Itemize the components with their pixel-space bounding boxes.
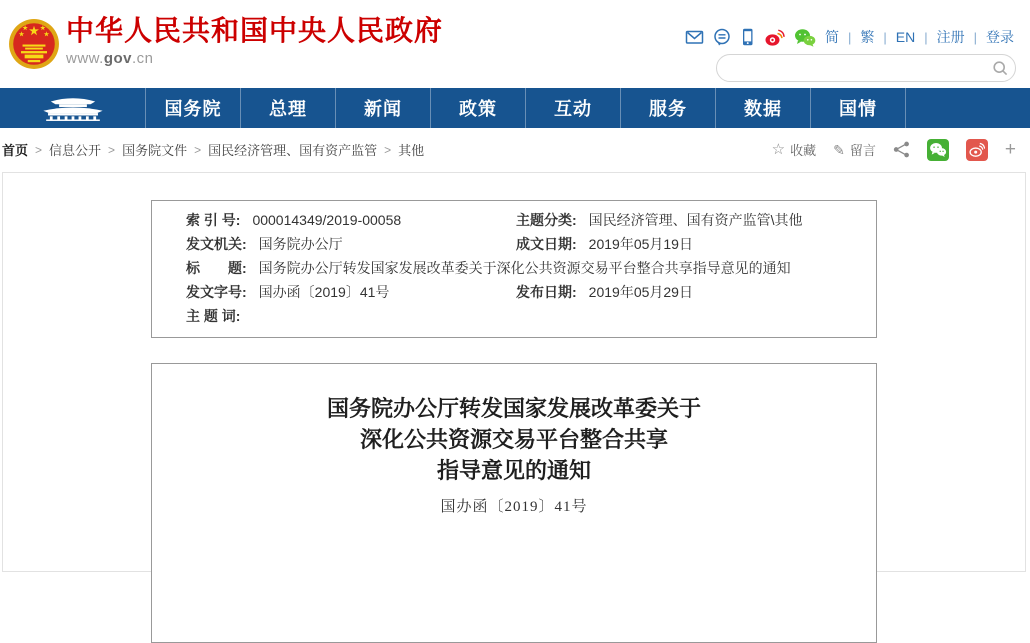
nav-item-about-china[interactable]: 国情 [811, 88, 906, 128]
breadcrumb-info-disclosure[interactable]: 信息公开 [49, 143, 102, 158]
wechat-share-button[interactable] [927, 139, 949, 161]
nav-item-policies[interactable]: 政策 [431, 88, 526, 128]
login-link[interactable]: 登录 [986, 29, 1014, 45]
meta-index-value: 000014349/2019-00058 [252, 212, 402, 228]
mobile-icon[interactable] [740, 28, 755, 46]
meta-doc-no-value: 国办函〔2019〕41号 [258, 284, 390, 300]
meta-doc-no-label: 发文字号: [186, 284, 247, 300]
lang-simplified-link[interactable]: 简 [824, 29, 839, 45]
meta-row [152, 232, 876, 256]
share-button[interactable] [893, 141, 910, 158]
lang-english-link[interactable]: EN [895, 29, 916, 45]
nav-item-premier[interactable]: 总理 [241, 88, 336, 128]
search-button[interactable] [987, 56, 1013, 80]
comment-button[interactable] [833, 140, 876, 159]
wechat-icon[interactable] [794, 28, 816, 47]
favorite-label: 收藏 [790, 143, 817, 158]
share-nodes-icon [893, 141, 910, 158]
link-separator: | [883, 29, 887, 45]
favorite-button[interactable] [772, 140, 816, 159]
meta-row [152, 304, 876, 328]
weibo-icon [969, 142, 985, 157]
link-separator: | [973, 29, 977, 45]
breadcrumb-bar [0, 128, 1030, 171]
tiananmen-icon [36, 94, 110, 122]
search-box [716, 54, 1016, 82]
nav-item-data[interactable]: 数据 [716, 88, 811, 128]
wechat-icon [929, 142, 947, 157]
message-icon[interactable] [713, 28, 731, 46]
national-emblem-icon [8, 18, 60, 70]
breadcrumb-separator: > [194, 142, 202, 157]
register-link[interactable]: 注册 [936, 29, 965, 45]
document-number: 国办函〔2019〕41号 [440, 499, 588, 515]
weibo-icon[interactable] [764, 28, 785, 47]
meta-category-value: 国民经济管理、国有资产监管\其他 [588, 212, 803, 228]
header-toolbar [685, 27, 1014, 47]
content-container [2, 172, 1026, 572]
document-title-line: 指导意见的通知 [436, 458, 591, 483]
nav-item-interaction[interactable]: 互动 [526, 88, 621, 128]
site-title: 中华人民共和国中央人民政府 [66, 15, 444, 46]
document-meta-box [151, 200, 877, 338]
breadcrumb-other[interactable]: 其他 [398, 143, 425, 158]
nav-filler [906, 88, 1030, 128]
star-icon: ☆ [771, 141, 786, 158]
meta-issuer-value: 国务院办公厅 [258, 236, 343, 252]
weibo-share-button[interactable] [966, 139, 988, 161]
document-title [152, 393, 876, 486]
document-title-line: 国务院办公厅转发国家发展改革委关于 [326, 396, 701, 421]
meta-issuer-label: 发文机关: [186, 236, 247, 252]
nav-home-tiananmen[interactable] [0, 88, 146, 128]
meta-title-label: 标 题: [186, 260, 247, 276]
main-nav [0, 88, 1030, 128]
document-body-box [151, 363, 877, 643]
meta-keywords-label: 主 题 词: [186, 308, 241, 324]
meta-row [152, 256, 876, 280]
meta-index-label: 索 引 号: [186, 212, 241, 228]
breadcrumb-separator: > [384, 142, 392, 157]
link-separator: | [847, 29, 852, 45]
breadcrumb-home[interactable]: 首页 [2, 143, 29, 158]
page-actions [772, 139, 1016, 161]
pencil-icon: ✎ [833, 141, 845, 158]
meta-publish-date-value: 2019年05月29日 [588, 284, 693, 300]
site-header [0, 0, 1030, 88]
link-separator: | [924, 29, 928, 45]
breadcrumb-separator: > [35, 142, 43, 157]
mail-icon[interactable] [685, 28, 704, 46]
lang-traditional-link[interactable]: 繁 [860, 29, 875, 45]
meta-row [152, 208, 876, 232]
nav-item-services[interactable]: 服务 [621, 88, 716, 128]
breadcrumb-state-council-docs[interactable]: 国务院文件 [122, 143, 188, 158]
nav-item-news[interactable]: 新闻 [336, 88, 431, 128]
search-input[interactable] [717, 57, 987, 79]
comment-label: 留言 [849, 143, 876, 158]
meta-written-date-value: 2019年05月19日 [588, 236, 693, 252]
breadcrumb-separator: > [108, 142, 116, 157]
document-title-line: 深化公共资源交易平台整合共享 [359, 427, 668, 452]
more-share-button[interactable]: + [1004, 139, 1016, 160]
meta-written-date-label: 成文日期: [516, 236, 577, 252]
breadcrumb-category[interactable]: 国民经济管理、国有资产监管 [208, 143, 378, 158]
nav-item-state-council[interactable]: 国务院 [146, 88, 241, 128]
site-url: www.gov.cn [66, 50, 154, 67]
meta-title-value: 国务院办公厅转发国家发展改革委关于深化公共资源交易平台整合共享指导意见的通知 [258, 260, 791, 276]
meta-publish-date-label: 发布日期: [516, 284, 577, 300]
meta-row [152, 280, 876, 304]
site-logo[interactable] [66, 15, 443, 67]
meta-category-label: 主题分类: [516, 212, 577, 228]
